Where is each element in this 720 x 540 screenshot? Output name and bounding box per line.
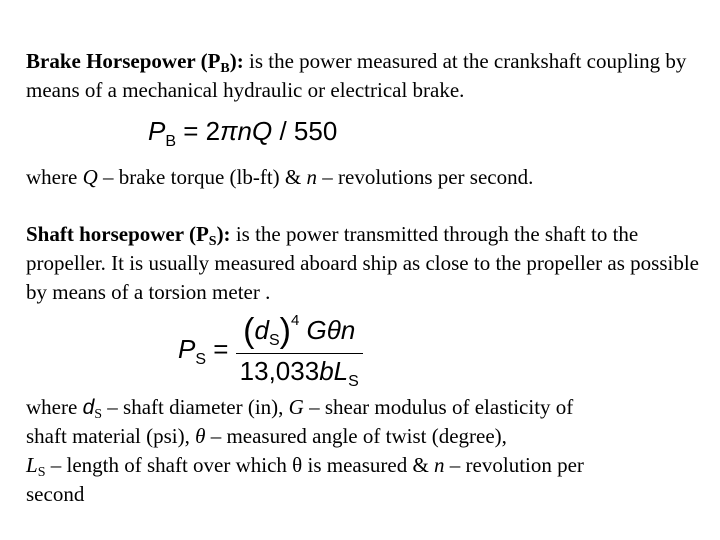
brake-equation-legend: where Q – brake torque (lb-ft) & n – revolutions per second. xyxy=(26,165,534,189)
brake-horsepower-text: is the power measured at the crankshaft coupling by means of a mechanical hydraulic or electrical brake. xyxy=(26,49,687,102)
shaft-equation-numerator: $(d_S)^4$ Gθn xyxy=(236,312,363,354)
brake-horsepower-definition xyxy=(26,47,706,105)
shaft-equation-legend xyxy=(26,393,706,509)
shaft-equation-denominator: $13,033bL_S$ xyxy=(239,356,359,390)
shaft-horsepower-definition xyxy=(26,220,706,307)
legend-line-2: shaft material (psi), θ – measured angle of twist (degree), xyxy=(26,424,507,448)
shaft-horsepower-text: is the power transmitted through the shaft to the propeller. It is usually measured aboard ship as close to the propeller as possible by means of a torsion meter . xyxy=(26,222,699,304)
legend-line-4: second xyxy=(26,482,85,506)
shaft-horsepower-equation: $P_S$ = $\frac{(d_S)^4 G\theta n}{13,033bL_S}$ xyxy=(178,312,363,387)
shaft-horsepower-heading: Shaft horsepower $(P_S)$: xyxy=(26,222,231,249)
shaft-equation-fraction xyxy=(236,312,363,390)
brake-horsepower-equation: $P_B = 2\pi nQ / 550$ xyxy=(148,116,338,150)
legend-line-3: $L_S$ – length of shaft over which θ is measured & n – revolution per xyxy=(26,453,584,480)
brake-horsepower-heading: Brake Horsepower $(P_B)$: xyxy=(26,49,244,76)
legend-line-1: where $d_S$ – shaft diameter (in), G – shear modulus of elasticity of xyxy=(26,395,574,422)
